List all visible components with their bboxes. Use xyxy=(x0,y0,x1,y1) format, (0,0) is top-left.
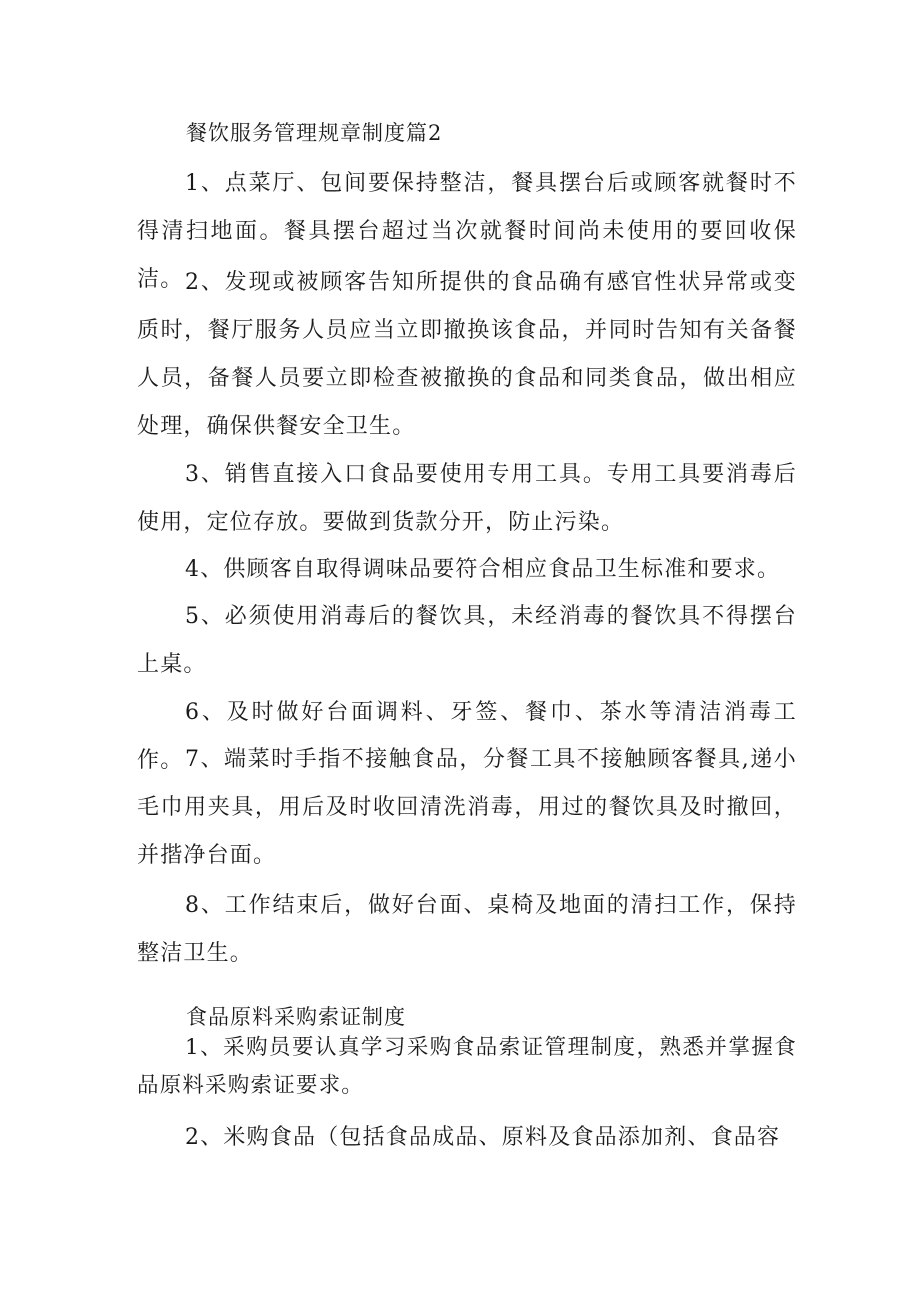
paragraph-procurement-2: 2、米购食品（包括食品成品、原料及食品添加剂、食品容 xyxy=(185,1125,781,1150)
paragraph-item-1: 1、点菜厅、包间要保持整洁，餐具摆台后或顾客就餐时不得清扫地面。餐具摆台超过当次就餐时间尚未使用的要回收保洁。 xyxy=(137,171,797,292)
paragraph-item-2: 2、发现或被顾客告知所提供的食品确有感官性状异常或变质时，餐厅服务人员应当立即撤换该食品，并同时告知有关备餐人员，备餐人员要立即检查被撤换的食品和同类食品，做出相应处理，确保供餐安全卫生。 xyxy=(137,270,797,439)
paragraph-procurement-1: 1、采购员要认真学习采购食品索证管理制度，熟悉并掌握食品原料采购索证要求。 xyxy=(137,1035,797,1098)
paragraph-item-6: 6、及时做好台面调料、牙签、餐巾、茶水等清洁消毒工作。 xyxy=(137,700,797,773)
paragraph-item-8: 8、工作结束后，做好台面、桌椅及地面的清扫工作，保持整洁卫生。 xyxy=(137,893,797,966)
section-title-2: 食品原料采购索证制度 xyxy=(186,1005,406,1029)
paragraph-item-5: 5、必须使用消毒后的餐饮具，未经消毒的餐饮具不得摆台上桌。 xyxy=(137,604,797,677)
paragraph-item-3: 3、销售直接入口食品要使用专用工具。专用工具要消毒后使用，定位存放。要做到货款分开，防止污染。 xyxy=(137,462,797,535)
section-title: 餐饮服务管理规章制度篇2 xyxy=(186,121,443,145)
paragraph-item-7: 7、端菜时手指不接触食品，分餐工具不接触顾客餐具,递小毛巾用夹具，用后及时收回清洗消毒，用过的餐饮具及时撤回，并揩净台面。 xyxy=(137,747,797,868)
paragraph-item-4: 4、供顾客自取得调味品要符合相应食品卫生标准和要求。 xyxy=(185,557,781,582)
